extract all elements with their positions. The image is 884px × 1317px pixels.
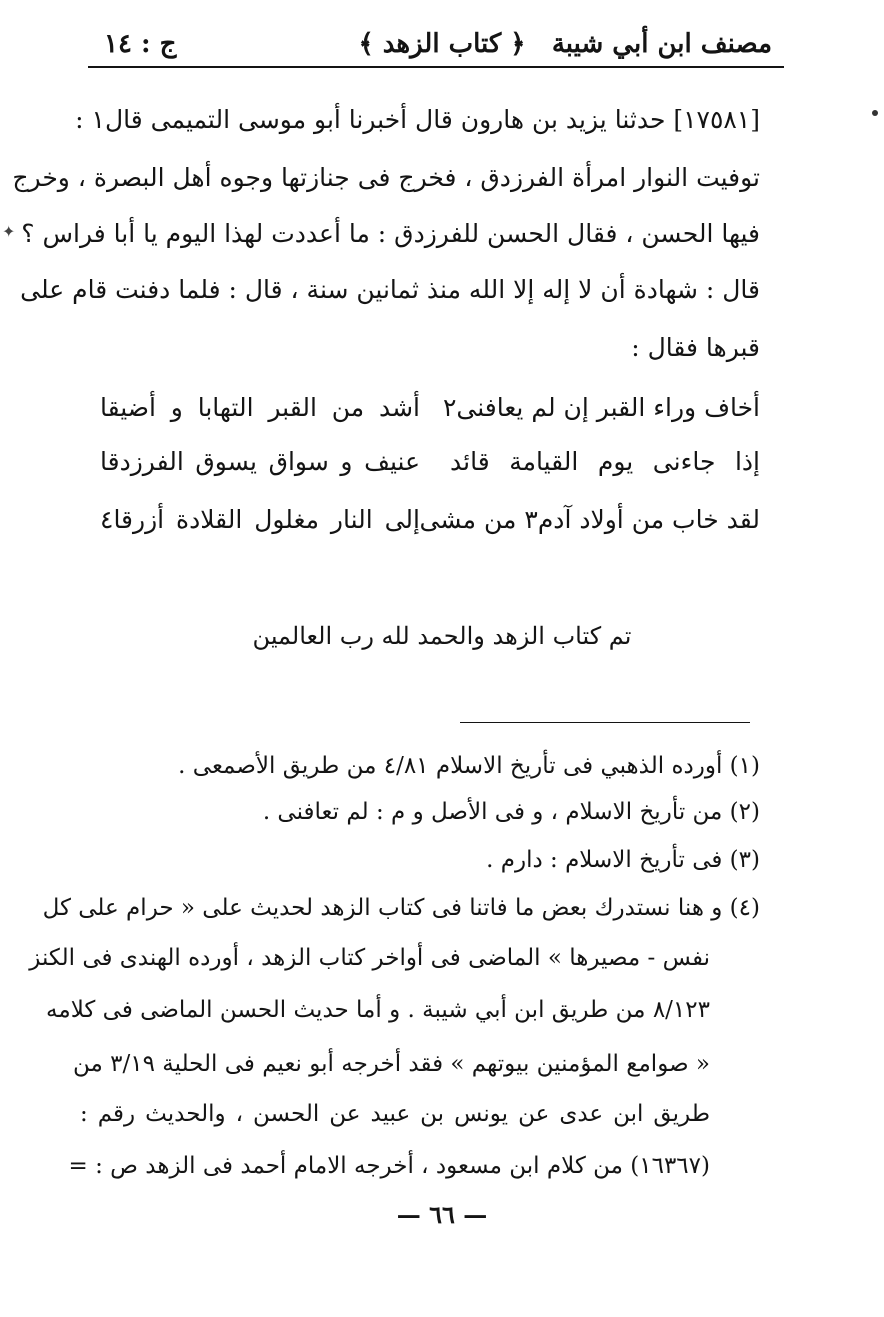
page-number: — ٦٦ — — [396, 1200, 488, 1229]
footnote-separator — [460, 722, 750, 723]
margin-dot — [872, 110, 878, 116]
poem-first-hemistich: أخاف وراء القبر إن لم يعافنى٢ — [442, 393, 760, 422]
header-volume: ج : ١٤ — [104, 29, 177, 59]
poem-second-hemistich: إلى النار مغلول القلادة أزرقا٤ — [100, 505, 420, 534]
footnote-continuation: ٨/١٢٣ من طريق ابن أبي شيبة . و أما حديث الحسن الماضى فى كلامه — [46, 997, 710, 1023]
footnote-continuation: « صوامع المؤمنين بيوتهم » فقد أخرجه أبو نعيم فى الحلية ٣/١٩ من — [73, 1051, 710, 1077]
body-line: توفيت النوار امرأة الفرزدق ، فخرج فى جنازتها وجوه أهل البصرة ، وخرج — [12, 163, 760, 192]
footnote: (٣) فى تأريخ الاسلام : دارم . — [486, 847, 760, 873]
footnote: (٢) من تأريخ الاسلام ، و فى الأصل و م : لم تعافنى . — [262, 799, 760, 825]
poem-first-hemistich: لقد خاب من أولاد آدم٣ من مشى — [419, 505, 760, 534]
book-closing-line: تم كتاب الزهد والحمد لله رب العالمين — [252, 622, 632, 650]
poem-second-hemistich: عنيف و سواق يسوق الفرزدقا — [100, 447, 420, 476]
poem-verse — [100, 440, 760, 484]
header-chapter-title: ﴿ كتاب الزهد ﴾ — [358, 29, 526, 59]
body-line: قال : شهادة أن لا إله إلا الله منذ ثمانين سنة ، قال : فلما دفنت قام على — [20, 275, 760, 304]
footnote-continuation: (١٦٣٦٧) من كلام ابن مسعود ، أخرجه الامام أحمد فى الزهد ص : = — [68, 1153, 710, 1179]
footnote-continuation: نفس - مصيرها » الماضى فى أواخر كتاب الزهد ، أورده الهندى فى الكنز — [29, 945, 710, 971]
footnote-continuation: طريق ابن عدى عن يونس بن عبيد عن الحسن ، والحديث رقم : — [80, 1101, 710, 1127]
footnote: (١) أورده الذهبي فى تأريخ الاسلام ٤/٨١ من طريق الأصمعى . — [178, 753, 760, 779]
header-rule — [88, 66, 784, 68]
header-book-title: مصنف ابن أبي شيبة — [551, 29, 772, 59]
poem-verse — [100, 498, 760, 542]
body-line: فيها الحسن ، فقال الحسن للفرزدق : ما أعددت لهذا اليوم يا أبا فراس ؟ — [21, 219, 760, 248]
body-line: قبرها فقال : — [631, 333, 760, 362]
poem-first-hemistich: إذا جاءنى يوم القيامة قائد — [450, 447, 760, 476]
poem-verse — [100, 386, 760, 430]
poem-second-hemistich: أشد من القبر التهابا و أضيقا — [100, 393, 420, 422]
body-line: [١٧٥٨١] حدثنا يزيد بن هارون قال أخبرنا أبو موسى التميمى قال١ : — [75, 105, 760, 134]
footnote: (٤) و هنا نستدرك بعض ما فاتنا فى كتاب الزهد لحديث على « حرام على كل — [42, 895, 760, 921]
margin-star-icon: ✦ — [2, 222, 16, 241]
